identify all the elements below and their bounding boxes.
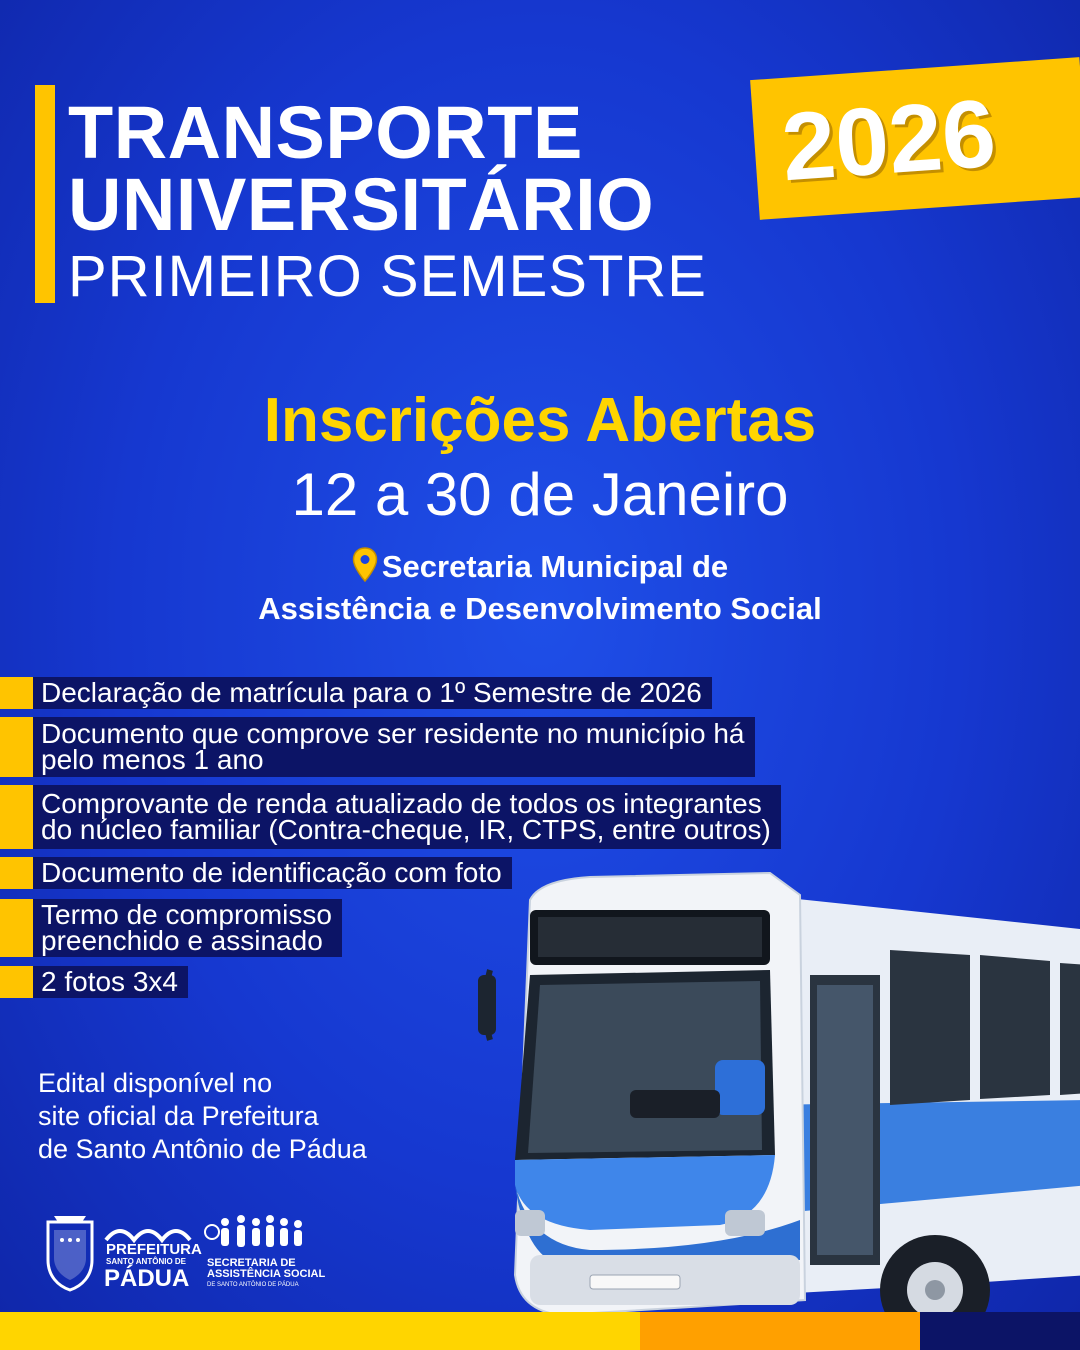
map-pin-icon (352, 547, 378, 591)
location-line-2: Assistência e Desenvolvimento Social (258, 591, 822, 626)
prefeitura-label-2: SANTO ANTÔNIO DE (106, 1257, 187, 1266)
edital-line-3: de Santo Antônio de Pádua (38, 1134, 367, 1164)
title-line-3: PRIMEIRO SEMESTRE (68, 244, 707, 309)
title-line-2: UNIVERSITÁRIO (68, 163, 655, 246)
requirement-text (33, 857, 512, 889)
requirement-marker (0, 785, 33, 849)
bus-illustration (470, 855, 1080, 1350)
requirement-item (0, 966, 188, 998)
requirement-item (0, 899, 342, 957)
registration-title: Inscrições Abertas (263, 386, 817, 455)
prefeitura-label-3: PÁDUA (104, 1265, 190, 1292)
registration-location (0, 547, 1080, 627)
assistencia-social-logo-icon (205, 1215, 302, 1247)
requirement-marker (0, 899, 33, 957)
requirement-marker (0, 677, 33, 709)
registration-dates: 12 a 30 de Janeiro (291, 461, 789, 528)
requirement-text (33, 966, 188, 998)
title-accent-bar (35, 85, 55, 303)
city-crest-icon (48, 1216, 92, 1290)
requirement-text (33, 677, 712, 709)
requirement-line: 2 fotos 3x4 (41, 966, 178, 997)
logos (42, 1210, 342, 1295)
requirement-item (0, 857, 512, 889)
edital-line-1: Edital disponível no (38, 1068, 273, 1098)
edital-notice (38, 1067, 367, 1166)
requirement-item (0, 677, 712, 709)
requirement-text (33, 717, 755, 777)
secretaria-label-3: DE SANTO ANTÔNIO DE PÁDUA (207, 1282, 299, 1288)
requirement-line: Comprovante de renda atualizado de todos os integrantes (41, 788, 762, 819)
requirement-line: preenchido e assinado (41, 925, 323, 956)
requirement-line: Documento de identificação com foto (41, 857, 502, 888)
requirement-item (0, 717, 755, 777)
secretaria-label-1: SECRETARIA DE (207, 1257, 296, 1269)
requirement-line: do núcleo familiar (Contra-cheque, IR, CTPS, entre outros) (41, 814, 771, 845)
prefeitura-label-1: PREFEITURA (106, 1241, 202, 1258)
requirement-line: Declaração de matrícula para o 1º Semestre de 2026 (41, 677, 702, 708)
requirement-text (33, 899, 342, 957)
requirement-line: Documento que comprove ser residente no município há (41, 718, 745, 749)
bottom-strip-yellow (0, 1312, 640, 1350)
requirement-item (0, 785, 781, 849)
requirement-line: Termo de compromisso (41, 899, 332, 930)
prefeitura-logo-icon (106, 1231, 190, 1240)
requirement-line: pelo menos 1 ano (41, 744, 264, 775)
secretaria-label-2: ASSISTÊNCIA SOCIAL (207, 1268, 326, 1280)
title-line-1: TRANSPORTE (68, 91, 583, 174)
year-text: 2026 (778, 79, 1000, 202)
requirement-text (33, 785, 781, 849)
location-line-1: Secretaria Municipal de (381, 549, 729, 584)
requirement-marker (0, 966, 33, 998)
requirement-marker (0, 717, 33, 777)
bottom-strip-navy (920, 1312, 1080, 1350)
requirement-marker (0, 857, 33, 889)
edital-line-2: site oficial da Prefeitura (38, 1101, 319, 1131)
bottom-strip-orange (640, 1312, 920, 1350)
